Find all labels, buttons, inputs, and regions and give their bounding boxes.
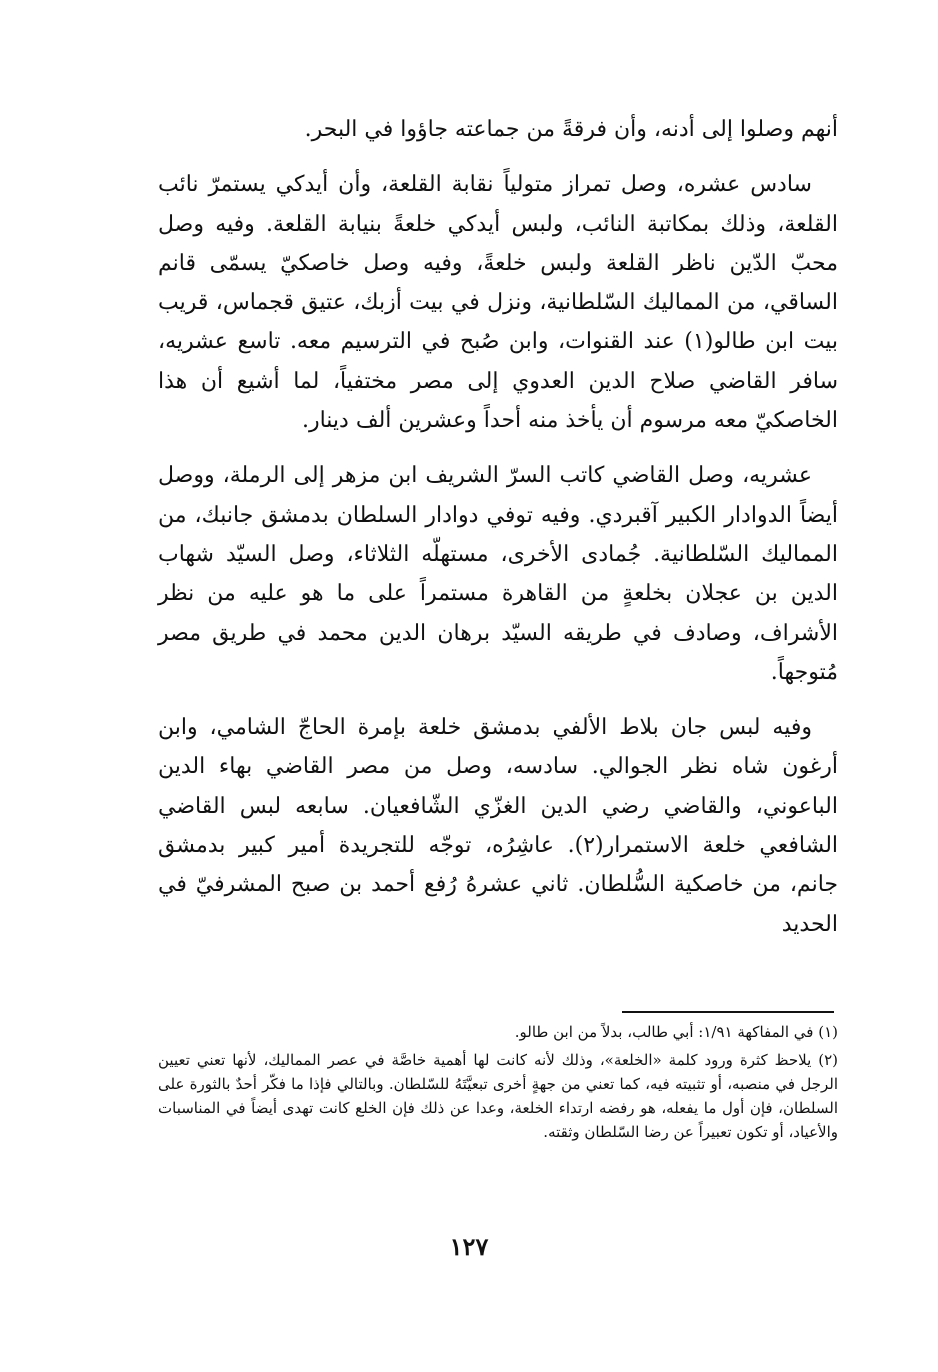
main-text	[158, 110, 838, 960]
footnotes	[158, 1020, 838, 1148]
paragraph: أنهم وصلوا إلى أدنه، وأن فرقةً من جماعته جاؤوا في البحر.	[304, 117, 838, 142]
paragraph: سادس عشره، وصل تمراز متولياً نقابة القلعة، وأن أيدكي يستمرّ نائب القلعة، وذلك بمكاتبة النائب، ولبس أيدكي خلعةً بنيابة القلعة. وفيه وصل محبّ الدّين ناظر القلعة ولبس خلعةً، وفيه وصل خاصكيّ يسمّى قانم الساقي، من المماليك السّلطانية، ونزل في بيت أزبك، عتيق قجماس، قريب بيت ابن طالو(١) عند القنوات، وابن صُبح في الترسيم معه. تاسع عشريه، سافر القاضي صلاح الدين العدوي إلى مصر مختفياً، لما أشيع أن هذا الخاصكيّ معه مرسوم أن يأخذ منه أحداً وعشرين ألف دينار.	[158, 172, 839, 434]
footnote-separator	[622, 1011, 834, 1013]
paragraph: عشريه، وصل القاضي كاتب السرّ الشريف ابن مزهر إلى الرملة، ووصل أيضاً الدوادار الكبير آقبردي. وفيه توفي دوادار السلطان بدمشق جانبك، من المماليك السّلطانية. جُمادى الأخرى، مستهلّه الثلاثاء، وصل السيّد شهاب الدين بن عجلان بخلعةٍ من القاهرة مستمراً على ما هو عليه من نظر الأشراف، وصادف في طريقه السيّد برهان الدين محمد في طريق مصر مُتوجهاً.	[158, 463, 838, 685]
page-number: ١٢٧	[449, 1232, 489, 1261]
footnote: (١) في المفاكهة ١/٩١: أبي طالب، بدلاً من ابن طالو.	[514, 1023, 838, 1041]
paragraph: وفيه لبس جان بلاط الألفي بدمشق خلعة بإمرة الحاجّ الشامي، وابن أرغون شاه نظر الجوالي. سادسه، وصل من مصر القاضي بهاء الدين الباعوني، والقاضي رضي الدين الغزّي الشّافعيان. سابعه لبس القاضي الشافعي خلعة الاستمرار(٢). عاشِرُه، توجّه للتجريدة أمير كبير بدمشق جانم، من خاصكية السُّلطان. ثاني عشرهُ رُفع أحمد بن صبح المشرفيّ في الحديد	[158, 715, 839, 937]
footnote: (٢) يلاحظ كثرة ورود كلمة «الخلعة»، وذلك لأنه كانت لها أهمية خاصَّة في عصر المماليك، لأنها تعني تعيين الرجل في منصبه، أو تثبيته فيه، كما تعني من جهةٍ أخرى تبعيَّتَهُ للسّلطان. وبالتالي فإذا ما فكّر أحدٌ بالثورة على السلطان، فإن أول ما يفعله، هو رفضه ارتداء الخلعة، وعدا عن ذلك فإن الخلع كانت تهدى أيضاً في المناسبات والأعياد، أو تكون تعبيراً عن رضا السّلطان وثقته.	[158, 1051, 838, 1141]
